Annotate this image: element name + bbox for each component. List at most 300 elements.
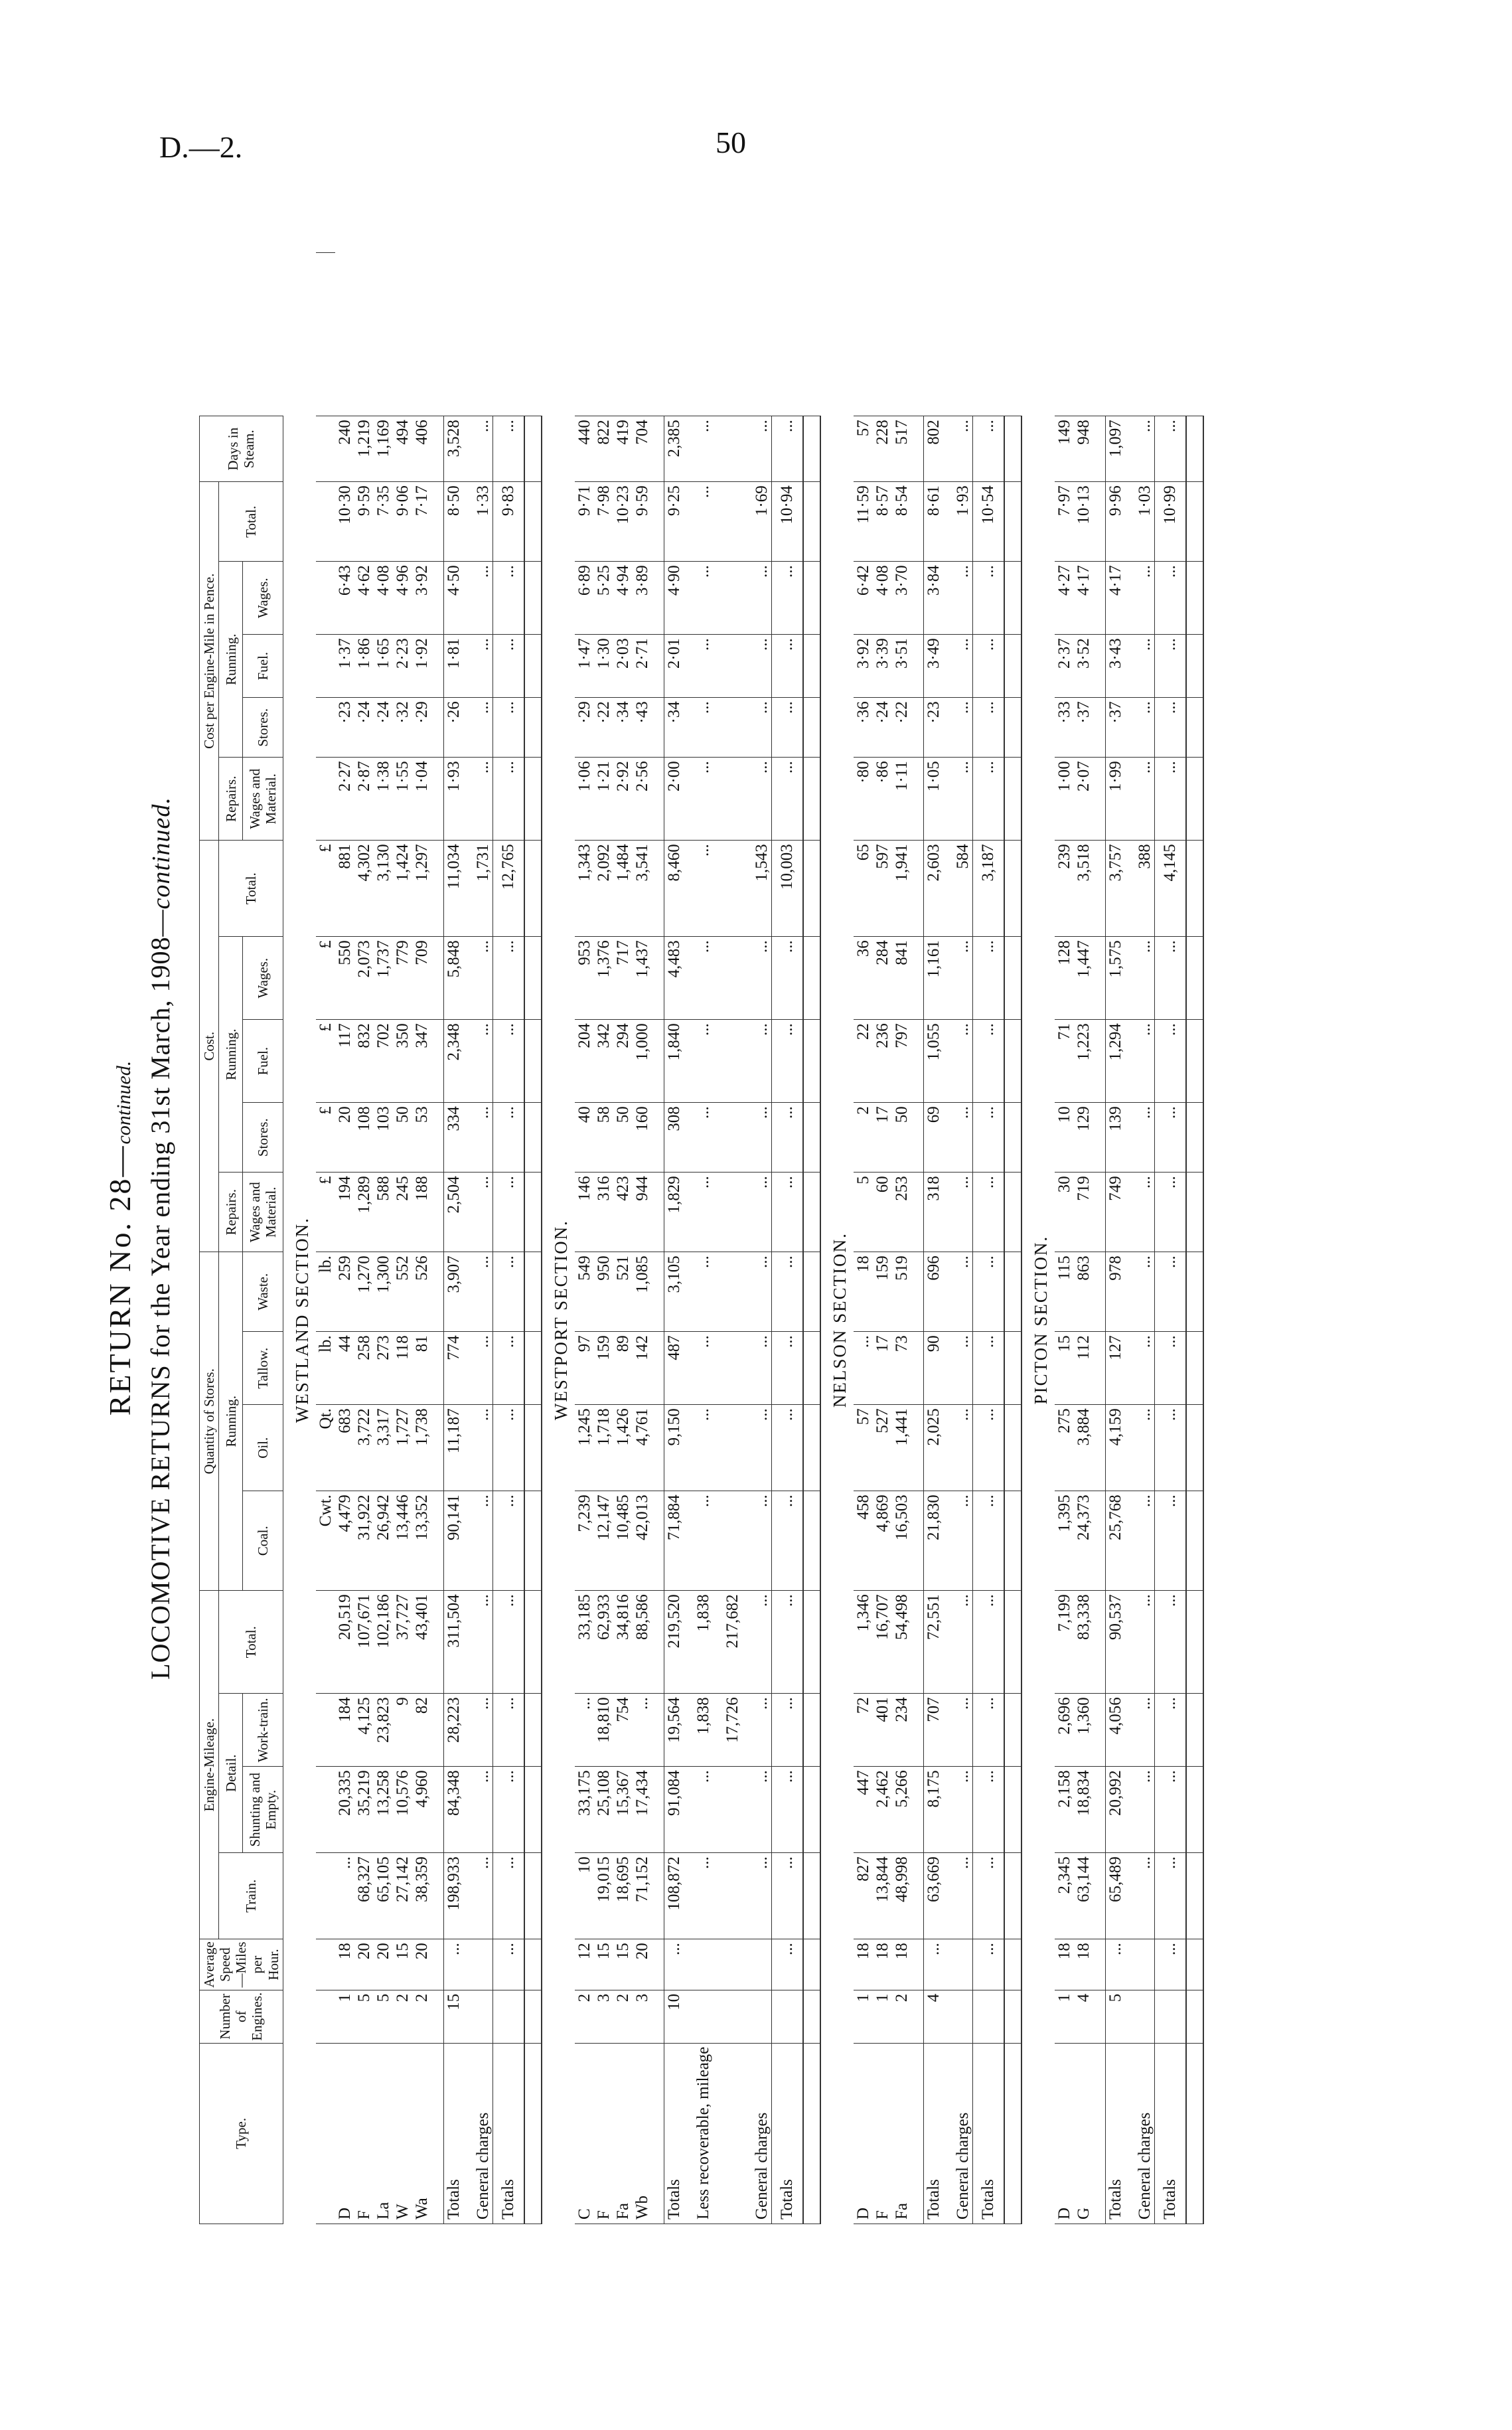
table-cell bbox=[911, 635, 924, 698]
table-cell: 34,816 bbox=[613, 1591, 633, 1694]
table-cell: ... bbox=[972, 1767, 1004, 1853]
table-cell bbox=[524, 416, 542, 482]
table-cell: 90,537 bbox=[1105, 1591, 1125, 1694]
table-cell: ... bbox=[742, 416, 772, 482]
table-cell: 749 bbox=[1105, 1173, 1125, 1252]
table-cell: 1,838 bbox=[684, 1591, 713, 1694]
table-cell: ·24 bbox=[354, 698, 374, 758]
table-cell: ... bbox=[684, 562, 713, 635]
table-cell bbox=[524, 1173, 542, 1252]
table-cell: 68,327 bbox=[354, 1853, 374, 1939]
table-cell bbox=[431, 1767, 444, 1853]
table-cell: 2·37 bbox=[1055, 635, 1074, 698]
table-cell: ... bbox=[1154, 635, 1186, 698]
table-cell bbox=[1004, 937, 1021, 1020]
table-cell: 103 bbox=[374, 1103, 393, 1173]
table-cell: 9 bbox=[393, 1694, 412, 1767]
table-cell: Fa bbox=[892, 2043, 911, 2224]
table-cell: 20 bbox=[374, 1939, 393, 1990]
table-cell: ... bbox=[684, 1252, 713, 1332]
table-cell: ... bbox=[943, 1405, 973, 1491]
table-cell: 1,395 bbox=[1055, 1491, 1074, 1591]
header-cost-total: Total. bbox=[219, 841, 283, 937]
table-cell: 1,297 bbox=[412, 841, 431, 937]
table-cell: 112 bbox=[1074, 1332, 1093, 1405]
table-cell: 4·62 bbox=[354, 562, 374, 635]
table-cell: 236 bbox=[873, 1020, 892, 1103]
table-cell: ·22 bbox=[594, 698, 613, 758]
table-cell: 2,462 bbox=[873, 1767, 892, 1853]
table-cell: 521 bbox=[613, 1252, 633, 1332]
table-cell: 2 bbox=[412, 1990, 431, 2043]
table-cell: 1,838 bbox=[684, 1694, 713, 1767]
table-cell bbox=[803, 1405, 820, 1491]
return-subtitle-main: LOCOMOTIVE RETURNS for the Year ending 31st March, 1908— bbox=[145, 909, 175, 1680]
table-cell bbox=[652, 1405, 664, 1491]
table-cell bbox=[1004, 562, 1021, 635]
table-cell: 1,000 bbox=[633, 1020, 652, 1103]
table-cell: 2·92 bbox=[613, 758, 633, 841]
grand-totals-row bbox=[972, 253, 1004, 2224]
table-cell: 4·17 bbox=[1105, 562, 1125, 635]
table-cell bbox=[1004, 1405, 1021, 1491]
table-cell bbox=[1186, 1591, 1203, 1694]
table-cell bbox=[652, 1252, 664, 1332]
table-cell: 832 bbox=[354, 1020, 374, 1103]
table-cell: 841 bbox=[892, 937, 911, 1020]
table-cell bbox=[316, 482, 335, 562]
table-cell: ... bbox=[492, 1103, 524, 1173]
table-cell: 719 bbox=[1074, 1173, 1093, 1252]
table-row bbox=[335, 253, 354, 2224]
table-cell: 9·71 bbox=[575, 482, 594, 562]
table-cell bbox=[803, 562, 820, 635]
table-cell: 4·08 bbox=[374, 562, 393, 635]
table-cell: Totals bbox=[443, 2043, 463, 2224]
table-cell: ·26 bbox=[443, 698, 463, 758]
table-cell: 40 bbox=[575, 1103, 594, 1173]
table-cell: 142 bbox=[633, 1332, 652, 1405]
section-end-row bbox=[524, 253, 542, 2224]
table-cell: 65,489 bbox=[1105, 1853, 1125, 1939]
table-cell: 3 bbox=[594, 1990, 613, 2043]
table-cell bbox=[1125, 1990, 1155, 2043]
table-cell: 240 bbox=[335, 416, 354, 482]
table-cell: ... bbox=[972, 1694, 1004, 1767]
table-cell bbox=[911, 937, 924, 1020]
table-cell: 10·13 bbox=[1074, 482, 1093, 562]
table-cell: 1·81 bbox=[443, 635, 463, 698]
table-cell: 1 bbox=[1055, 1990, 1074, 2043]
table-cell: ... bbox=[972, 758, 1004, 841]
section-heading: NELSON SECTION. bbox=[829, 1232, 850, 1408]
table-cell: 253 bbox=[892, 1173, 911, 1252]
table-cell: 1 bbox=[335, 1990, 354, 2043]
table-cell: 139 bbox=[1105, 1103, 1125, 1173]
grand-totals-row bbox=[1154, 253, 1186, 2224]
table-cell: 342 bbox=[594, 1020, 613, 1103]
table-cell: 3,722 bbox=[354, 1405, 374, 1491]
table-cell: ... bbox=[1125, 698, 1155, 758]
table-cell: ... bbox=[492, 1332, 524, 1405]
table-cell bbox=[911, 1020, 924, 1103]
table-cell: 19,564 bbox=[664, 1694, 684, 1767]
header-days: Days in Steam. bbox=[200, 416, 283, 482]
table-cell: ... bbox=[1125, 1103, 1155, 1173]
table-cell bbox=[771, 1990, 803, 2043]
table-cell: ... bbox=[771, 1020, 803, 1103]
table-cell: D bbox=[335, 2043, 354, 2224]
table-cell: 19,015 bbox=[594, 1853, 613, 1939]
table-cell: ... bbox=[1125, 1252, 1155, 1332]
table-cell bbox=[524, 1990, 542, 2043]
table-cell: 13,844 bbox=[873, 1853, 892, 1939]
table-cell: 350 bbox=[393, 1020, 412, 1103]
table-row bbox=[412, 253, 431, 2224]
table-cell: ... bbox=[684, 482, 713, 562]
table-row bbox=[633, 253, 652, 2224]
table-cell bbox=[652, 1767, 664, 1853]
table-cell: General charges bbox=[463, 2043, 493, 2224]
table-cell bbox=[911, 1767, 924, 1853]
table-cell: ... bbox=[854, 1332, 873, 1405]
table-cell: 275 bbox=[1055, 1405, 1074, 1491]
table-cell: 146 bbox=[575, 1173, 594, 1252]
table-cell: 198,933 bbox=[443, 1853, 463, 1939]
table-cell: 228 bbox=[873, 416, 892, 482]
table-cell: 102,186 bbox=[374, 1591, 393, 1694]
table-cell: 16,707 bbox=[873, 1591, 892, 1694]
table-cell bbox=[713, 482, 742, 562]
table-cell: 108,872 bbox=[664, 1853, 684, 1939]
table-cell: ... bbox=[463, 758, 493, 841]
table-cell: ... bbox=[742, 1332, 772, 1405]
table-cell: 552 bbox=[393, 1252, 412, 1332]
table-cell: ... bbox=[1154, 1767, 1186, 1853]
table-cell bbox=[431, 841, 444, 937]
table-cell: ... bbox=[972, 937, 1004, 1020]
table-cell: ... bbox=[771, 1173, 803, 1252]
table-cell: 2,385 bbox=[664, 416, 684, 482]
table-cell: 65 bbox=[854, 841, 873, 937]
table-cell: 71 bbox=[1055, 1020, 1074, 1103]
table-cell bbox=[431, 635, 444, 698]
table-cell: 33,175 bbox=[575, 1767, 594, 1853]
table-cell bbox=[1004, 1173, 1021, 1252]
table-row bbox=[1074, 253, 1093, 2224]
table-cell bbox=[1093, 416, 1106, 482]
table-cell: ... bbox=[684, 1173, 713, 1252]
table-cell bbox=[1186, 758, 1203, 841]
table-cell: 129 bbox=[1074, 1103, 1093, 1173]
table-cell bbox=[652, 937, 664, 1020]
table-cell bbox=[524, 1103, 542, 1173]
table-cell bbox=[1004, 1694, 1021, 1767]
table-cell: 20 bbox=[412, 1939, 431, 1990]
header-shunting: Shunting and Empty. bbox=[243, 1767, 283, 1853]
table-cell: 149 bbox=[1055, 416, 1074, 482]
table-cell: 1·30 bbox=[594, 635, 613, 698]
table-cell: 48,998 bbox=[892, 1853, 911, 1939]
table-cell bbox=[803, 2043, 820, 2224]
section-end-row bbox=[803, 253, 820, 2224]
table-cell: 5 bbox=[1105, 1990, 1125, 2043]
table-cell bbox=[803, 482, 820, 562]
table-cell: ·32 bbox=[393, 698, 412, 758]
table-row bbox=[575, 253, 594, 2224]
table-cell: 704 bbox=[633, 416, 652, 482]
table-cell: ... bbox=[742, 1767, 772, 1853]
table-cell: 1,085 bbox=[633, 1252, 652, 1332]
table-cell bbox=[1093, 1591, 1106, 1694]
table-cell: 550 bbox=[335, 937, 354, 1020]
table-cell: ... bbox=[923, 1939, 943, 1990]
table-cell: 18 bbox=[1055, 1939, 1074, 1990]
table-cell bbox=[1004, 1767, 1021, 1853]
table-cell: 7·35 bbox=[374, 482, 393, 562]
table-cell: 258 bbox=[354, 1332, 374, 1405]
table-cell: 159 bbox=[873, 1252, 892, 1332]
table-cell: ... bbox=[943, 1173, 973, 1252]
table-cell bbox=[803, 698, 820, 758]
table-cell: 127 bbox=[1105, 1332, 1125, 1405]
spacer-row bbox=[431, 253, 444, 2224]
table-cell: 245 bbox=[393, 1173, 412, 1252]
table-cell: 2,073 bbox=[354, 937, 374, 1020]
table-cell: 16,503 bbox=[892, 1491, 911, 1591]
table-cell: 88,586 bbox=[633, 1591, 652, 1694]
table-cell bbox=[911, 1694, 924, 1767]
table-cell: 2,348 bbox=[443, 1020, 463, 1103]
table-cell bbox=[316, 1939, 335, 1990]
table-cell: ... bbox=[1154, 1939, 1186, 1990]
table-cell bbox=[911, 1405, 924, 1491]
table-cell: ... bbox=[742, 1853, 772, 1939]
table-cell: 1·93 bbox=[443, 758, 463, 841]
table-cell bbox=[803, 1103, 820, 1173]
section-heading-row bbox=[820, 253, 854, 2224]
rotated-table-page bbox=[86, 239, 1347, 2237]
table-cell: 62,933 bbox=[594, 1591, 613, 1694]
table-cell: 84,348 bbox=[443, 1767, 463, 1853]
table-cell: 487 bbox=[664, 1332, 684, 1405]
table-cell bbox=[652, 1591, 664, 1694]
table-cell: ... bbox=[972, 1173, 1004, 1252]
table-cell bbox=[1093, 1405, 1106, 1491]
totals-row bbox=[443, 253, 463, 2224]
table-cell: 1,738 bbox=[412, 1405, 431, 1491]
table-cell: 60 bbox=[873, 1173, 892, 1252]
table-cell: ... bbox=[684, 1405, 713, 1491]
table-cell: ... bbox=[972, 1332, 1004, 1405]
table-cell bbox=[1186, 1694, 1203, 1767]
table-cell: 1,484 bbox=[613, 841, 633, 937]
table-cell bbox=[713, 1491, 742, 1591]
table-cell: ... bbox=[742, 1491, 772, 1591]
table-cell: 3,757 bbox=[1105, 841, 1125, 937]
table-cell: W bbox=[393, 2043, 412, 2224]
table-cell: ·33 bbox=[1055, 698, 1074, 758]
section-end-row bbox=[1186, 253, 1203, 2224]
table-cell: ... bbox=[1154, 937, 1186, 1020]
table-cell: Qt. bbox=[316, 1405, 335, 1491]
table-cell: 2 bbox=[393, 1990, 412, 2043]
table-cell: ... bbox=[943, 1491, 973, 1591]
table-cell: 683 bbox=[335, 1405, 354, 1491]
table-cell bbox=[524, 1853, 542, 1939]
table-cell: 204 bbox=[575, 1020, 594, 1103]
header-stores-running: Running. bbox=[219, 1252, 243, 1591]
table-cell bbox=[1186, 937, 1203, 1020]
table-cell: 12,765 bbox=[492, 841, 524, 937]
table-cell: 53 bbox=[412, 1103, 431, 1173]
table-cell bbox=[911, 758, 924, 841]
table-cell: 6·89 bbox=[575, 562, 594, 635]
table-cell: 234 bbox=[892, 1694, 911, 1767]
table-cell: 37,727 bbox=[393, 1591, 412, 1694]
table-cell: ... bbox=[1154, 758, 1186, 841]
table-cell bbox=[1004, 1020, 1021, 1103]
header-stores: Quantity of Stores. bbox=[200, 1252, 219, 1591]
table-cell: 57 bbox=[854, 1405, 873, 1491]
table-cell bbox=[713, 698, 742, 758]
table-cell: F bbox=[594, 2043, 613, 2224]
table-cell bbox=[652, 482, 664, 562]
table-cell: 21,830 bbox=[923, 1491, 943, 1591]
table-cell: 13,446 bbox=[393, 1491, 412, 1591]
table-cell: ... bbox=[972, 1853, 1004, 1939]
table-cell: 3 bbox=[633, 1990, 652, 2043]
table-cell: ... bbox=[684, 1491, 713, 1591]
table-cell: 2·07 bbox=[1074, 758, 1093, 841]
table-cell: 1,289 bbox=[354, 1173, 374, 1252]
table-cell: 8·50 bbox=[443, 482, 463, 562]
table-cell: 5·25 bbox=[594, 562, 613, 635]
table-cell bbox=[652, 1939, 664, 1990]
table-cell: 118 bbox=[393, 1332, 412, 1405]
table-cell: 1·11 bbox=[892, 758, 911, 841]
table-cell: 3·49 bbox=[923, 635, 943, 698]
table-cell: 1,245 bbox=[575, 1405, 594, 1491]
table-cell: ... bbox=[1125, 1020, 1155, 1103]
table-cell bbox=[1004, 1591, 1021, 1694]
table-cell: ... bbox=[771, 758, 803, 841]
table-cell bbox=[316, 1767, 335, 1853]
table-cell: 4,483 bbox=[664, 937, 684, 1020]
units-row bbox=[316, 253, 335, 2224]
table-cell bbox=[652, 562, 664, 635]
table-cell: 3,518 bbox=[1074, 841, 1093, 937]
section-heading: WESTLAND SECTION. bbox=[291, 1217, 312, 1423]
table-cell bbox=[1093, 1020, 1106, 1103]
table-cell: 2,025 bbox=[923, 1405, 943, 1491]
table-cell: 71,152 bbox=[633, 1853, 652, 1939]
table-cell: ·80 bbox=[854, 758, 873, 841]
table-cell: 1,343 bbox=[575, 841, 594, 937]
table-cell: £ bbox=[316, 937, 335, 1020]
table-cell: 117 bbox=[335, 1020, 354, 1103]
table-cell bbox=[713, 1853, 742, 1939]
table-cell: 4,056 bbox=[1105, 1694, 1125, 1767]
table-cell: 517 bbox=[892, 416, 911, 482]
table-cell: ... bbox=[335, 1853, 354, 1939]
table-cell: ... bbox=[1125, 562, 1155, 635]
table-cell: 1·38 bbox=[374, 758, 393, 841]
table-cell: 1·92 bbox=[412, 635, 431, 698]
table-cell: 1,376 bbox=[594, 937, 613, 1020]
table-cell bbox=[431, 698, 444, 758]
spacer-row bbox=[652, 253, 664, 2224]
table-cell: 1·21 bbox=[594, 758, 613, 841]
table-cell: ... bbox=[972, 1491, 1004, 1591]
table-cell bbox=[1186, 416, 1203, 482]
header-cost-repairs: Repairs. bbox=[219, 1173, 243, 1252]
table-cell: ... bbox=[771, 562, 803, 635]
table-cell bbox=[316, 1990, 335, 2043]
table-cell bbox=[492, 1990, 524, 2043]
table-cell: 978 bbox=[1105, 1252, 1125, 1332]
charges-row bbox=[1125, 253, 1155, 2224]
table-cell: 10·54 bbox=[972, 482, 1004, 562]
table-cell: 69 bbox=[923, 1103, 943, 1173]
table-cell: 440 bbox=[575, 416, 594, 482]
table-cell: ... bbox=[684, 1103, 713, 1173]
table-cell: 3·92 bbox=[412, 562, 431, 635]
return-subtitle-cont: continued. bbox=[147, 797, 175, 910]
table-cell: 3·52 bbox=[1074, 635, 1093, 698]
table-cell: ... bbox=[684, 841, 713, 937]
table-cell bbox=[1004, 1939, 1021, 1990]
table-cell bbox=[803, 1491, 820, 1591]
table-cell: 2·27 bbox=[335, 758, 354, 841]
table-cell: 10·94 bbox=[771, 482, 803, 562]
header-waste: Waste. bbox=[243, 1252, 283, 1332]
table-cell bbox=[911, 1990, 924, 2043]
table-cell: 3,541 bbox=[633, 841, 652, 937]
table-cell: 1,346 bbox=[854, 1591, 873, 1694]
table-cell: ... bbox=[684, 635, 713, 698]
table-cell: ... bbox=[1154, 1332, 1186, 1405]
table-cell bbox=[431, 1990, 444, 2043]
table-cell: ... bbox=[1154, 1694, 1186, 1767]
table-cell: 696 bbox=[923, 1252, 943, 1332]
table-cell bbox=[1093, 1332, 1106, 1405]
table-cell bbox=[524, 1491, 542, 1591]
table-cell: 4 bbox=[1074, 1990, 1093, 2043]
table-cell bbox=[713, 1332, 742, 1405]
table-cell: ... bbox=[1154, 1405, 1186, 1491]
table-cell: ... bbox=[463, 562, 493, 635]
table-cell: 1,737 bbox=[374, 937, 393, 1020]
table-cell: 1,219 bbox=[354, 416, 374, 482]
table-cell bbox=[1186, 562, 1203, 635]
table-cell: 1·69 bbox=[742, 482, 772, 562]
table-cell bbox=[431, 1405, 444, 1491]
table-cell: 754 bbox=[613, 1694, 633, 1767]
table-cell: 2,696 bbox=[1055, 1694, 1074, 1767]
table-cell: 71,884 bbox=[664, 1491, 684, 1591]
table-cell: 4,145 bbox=[1154, 841, 1186, 937]
table-cell bbox=[713, 1020, 742, 1103]
table-cell: ... bbox=[463, 1591, 493, 1694]
table-cell: ... bbox=[943, 1591, 973, 1694]
table-cell: 4·50 bbox=[443, 562, 463, 635]
table-cell: Totals bbox=[1154, 2043, 1186, 2224]
table-cell: 347 bbox=[412, 1020, 431, 1103]
table-cell: 1,424 bbox=[393, 841, 412, 937]
table-cell: ... bbox=[684, 416, 713, 482]
table-cell: 4,869 bbox=[873, 1491, 892, 1591]
